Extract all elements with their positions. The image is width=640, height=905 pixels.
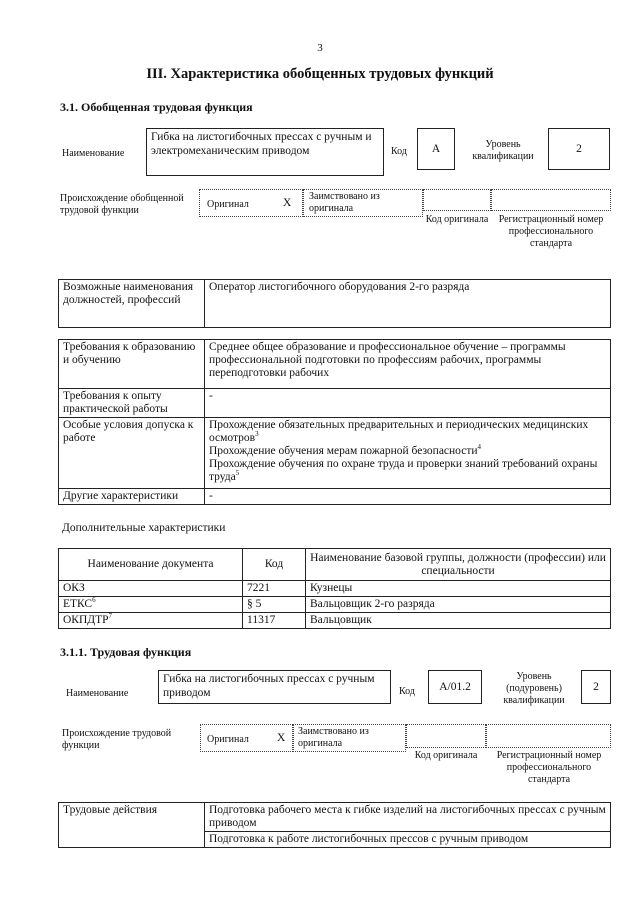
professions-table	[58, 279, 611, 328]
footnote-ref: 7	[108, 612, 113, 621]
actions-table	[58, 802, 611, 848]
requirement-line: Прохождение обучения по охране труда и проверки знаний требований охраны труда$^5$	[209, 458, 598, 483]
gtf-name-label: Наименование	[62, 148, 125, 159]
tf-original-label: Оригинал	[207, 734, 249, 745]
requirement-row	[59, 489, 611, 505]
tf-heading: 3.1.1. Трудовая функция	[60, 645, 192, 659]
requirement-label: Требования к опыту практической работы	[59, 389, 205, 418]
row-doc: ЕТКС$^6$	[59, 597, 243, 613]
row-doc: ОКПДТР$^7$	[59, 613, 243, 629]
tf-name-label: Наименование	[66, 688, 129, 699]
page-number: 3	[317, 42, 323, 54]
additional-header-row	[59, 549, 611, 581]
gtf-original-mark: X	[283, 197, 292, 209]
gtf-level-label: Уровень квалификации	[472, 139, 534, 162]
row-doc: ОКЗ	[59, 581, 243, 597]
professions-label: Возможные наименования должностей, профессий	[59, 280, 205, 328]
gtf-code-value: А	[431, 143, 441, 155]
gtf-level-box	[548, 128, 610, 170]
requirement-line: Прохождение обязательных предварительных и периодических медицинских осмотров$^3$	[209, 419, 589, 444]
requirement-label: Другие характеристики	[59, 489, 205, 505]
requirement-label: Особые условия допуска к работе	[59, 418, 205, 489]
gtf-original-label: Оригинал	[207, 199, 249, 210]
gtf-name-value: Гибка на листогибочных прессах с ручным и электромеханическим приводом	[151, 131, 372, 157]
requirement-line: Прохождение обучения мерам пожарной безопасности$^4$	[209, 443, 482, 457]
additional-table	[58, 548, 611, 629]
row-name: Вальцовщик	[306, 613, 611, 629]
tf-origin-label: Происхождение трудовой функции	[62, 728, 172, 751]
gtf-code-original-label: Код оригинала	[425, 214, 489, 225]
tf-code-original-label: Код оригинала	[414, 750, 478, 761]
tf-code-original-cell	[406, 724, 486, 748]
action-item: Подготовка к работе листогибочных прессов с ручным приводом	[205, 832, 611, 848]
requirement-row	[59, 340, 611, 389]
footnote-ref: 3	[255, 430, 259, 439]
tf-reg-number-cell	[486, 724, 611, 748]
gtf-code-box	[417, 128, 455, 170]
table-row	[59, 613, 611, 629]
requirements-table	[58, 339, 611, 505]
footnote-ref: 5	[235, 469, 240, 478]
professions-value: Оператор листогибочного оборудования 2-го разряда	[205, 280, 611, 328]
header-code: Код	[243, 549, 306, 581]
tf-name-value: Гибка на листогибочных прессах с ручным приводом	[163, 673, 375, 699]
gtf-code-original-cell	[423, 189, 491, 211]
gtf-heading: 3.1. Обобщенная трудовая функция	[60, 100, 253, 114]
row-code: § 5	[243, 597, 306, 613]
gtf-level-value: 2	[576, 143, 582, 155]
requirement-value: -	[205, 389, 611, 418]
action-item: Подготовка рабочего места к гибке изделий на листогибочных прессах с ручным приводом	[205, 803, 611, 832]
tf-code-box	[428, 670, 482, 704]
requirement-row	[59, 389, 611, 418]
gtf-code-label: Код	[391, 146, 407, 157]
action-row	[59, 803, 611, 832]
table-row	[59, 581, 611, 597]
tf-reg-number-label: Регистрационный номер профессионального стандарта	[496, 750, 602, 785]
row-name: Кузнецы	[306, 581, 611, 597]
tf-level-label: Уровень (подуровень) квалификации	[503, 671, 565, 706]
header-doc: Наименование документа	[59, 549, 243, 581]
row-name: Вальцовщик 2-го разряда	[306, 597, 611, 613]
gtf-origin-label: Происхождение обобщенной трудовой функции	[60, 193, 184, 216]
footnote-ref: 6	[92, 596, 96, 605]
row-code: 7221	[243, 581, 306, 597]
actions-label: Трудовые действия	[59, 803, 205, 848]
gtf-name-box	[146, 128, 384, 176]
tf-level-value: 2	[593, 681, 599, 693]
gtf-borrowed-label: Заимствовано из оригинала	[309, 191, 380, 214]
additional-title: Дополнительные характеристики	[62, 522, 226, 534]
header-name: Наименование базовой группы, должности (профессии) или специальности	[306, 549, 611, 581]
tf-code-value: А/01.2	[439, 681, 471, 693]
tf-name-box	[158, 670, 391, 704]
row-code: 11317	[243, 613, 306, 629]
section-title: III. Характеристика обобщенных трудовых функций	[146, 66, 494, 82]
requirement-value	[205, 418, 611, 489]
tf-level-box	[581, 670, 611, 704]
tf-original-mark: X	[277, 732, 286, 744]
requirement-row	[59, 418, 611, 489]
footnote-ref: 4	[477, 443, 482, 452]
requirement-label: Требования к образованию и обучению	[59, 340, 205, 389]
gtf-reg-number-cell	[491, 189, 611, 211]
requirement-value: Среднее общее образование и профессиональное обучение – программы профессиональной подготовки по профессиям рабочих, программы переподготовки рабочих	[205, 340, 611, 389]
table-row	[59, 597, 611, 613]
requirement-value: -	[205, 489, 611, 505]
gtf-reg-number-label: Регистрационный номер профессионального стандарта	[498, 214, 604, 249]
tf-code-label: Код	[399, 686, 415, 697]
tf-borrowed-label: Заимствовано из оригинала	[298, 726, 369, 749]
